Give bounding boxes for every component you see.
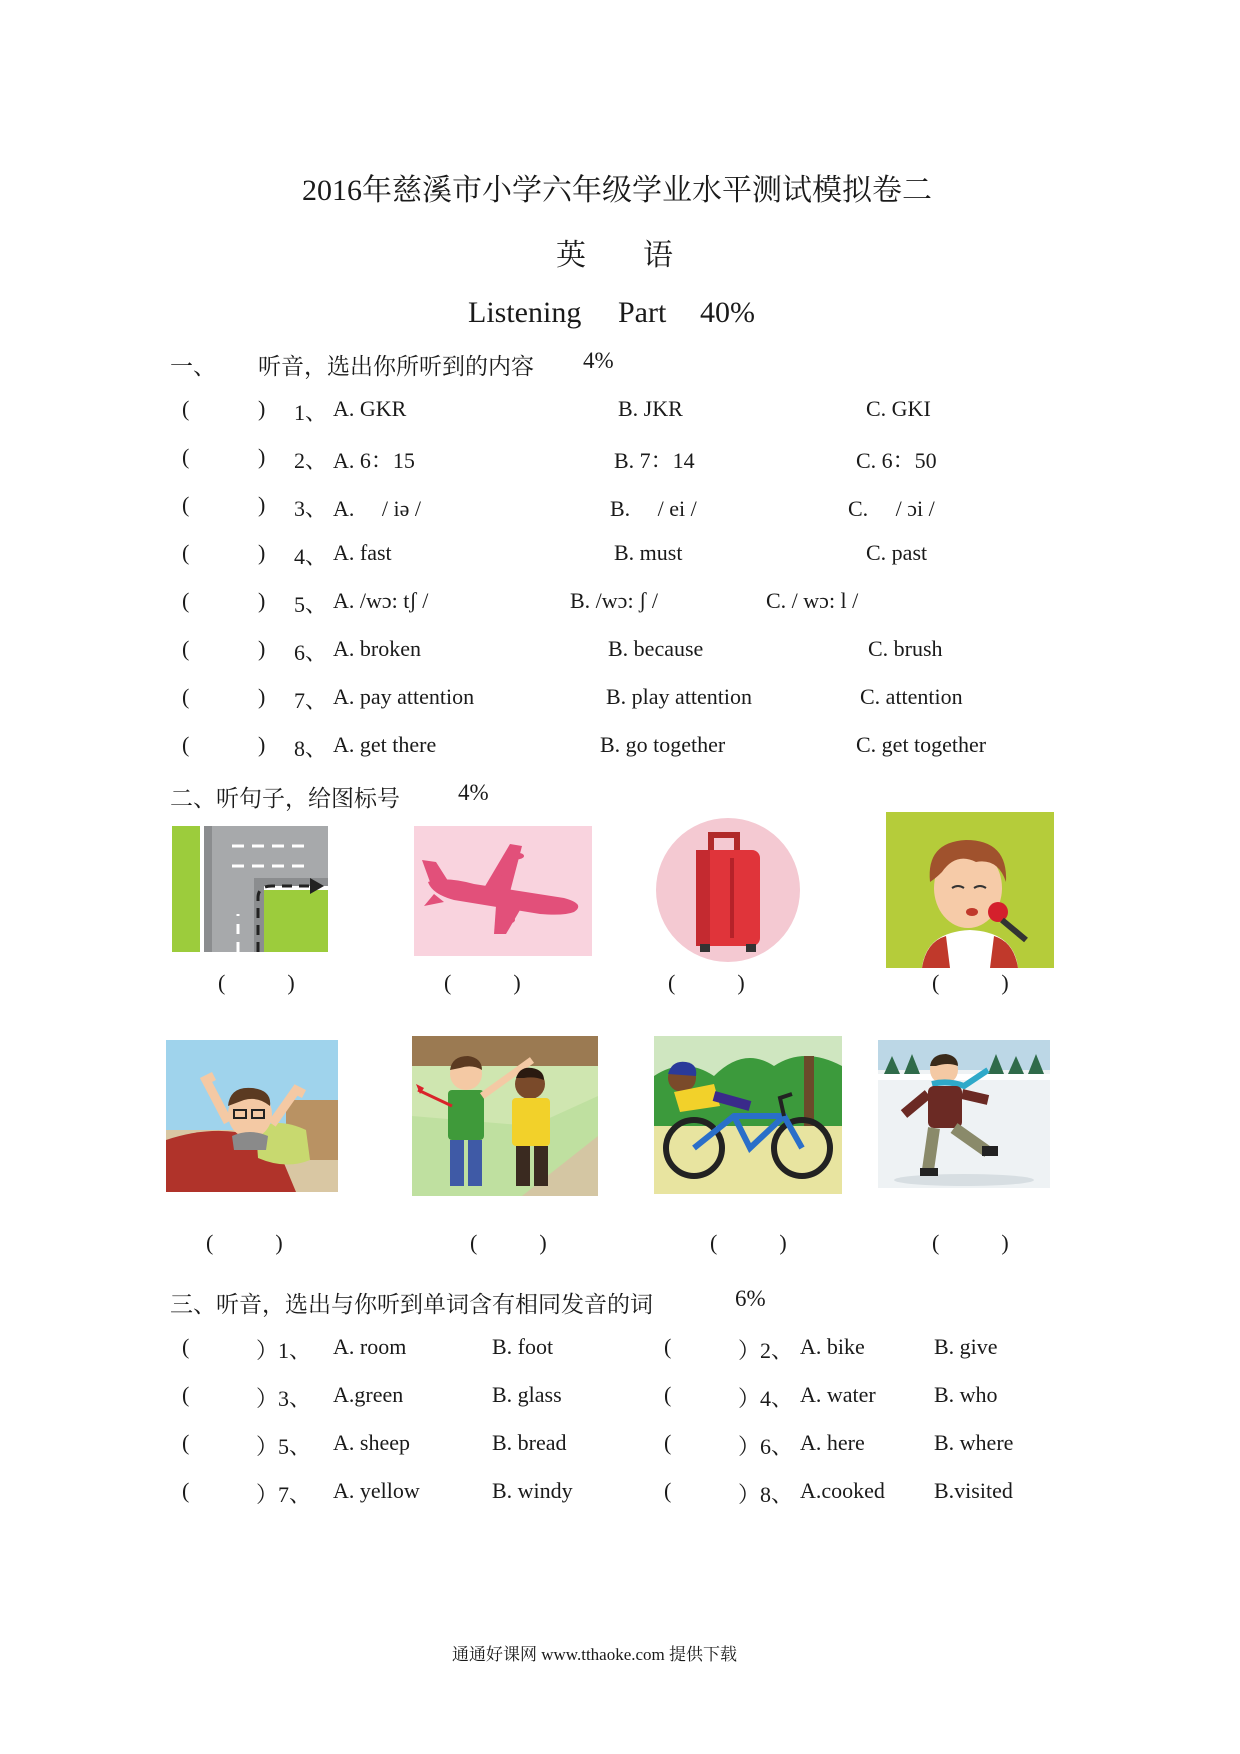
boy-fell-off-bike-icon xyxy=(654,1036,842,1194)
option-c: C. / ɔi / xyxy=(848,496,935,521)
subject-char-2: 语 xyxy=(643,239,673,272)
question-number: ）3、 xyxy=(256,1386,312,1411)
answer-paren-left: ( xyxy=(182,396,190,421)
picture8-answer-blank[interactable]: ( ) xyxy=(932,1230,1009,1255)
option-b: B. must xyxy=(614,540,683,565)
picture6-answer-blank[interactable]: ( ) xyxy=(470,1230,547,1255)
question-number: 2、 xyxy=(294,448,328,473)
subject-char-1: 英 xyxy=(556,239,586,272)
option-b: B. foot xyxy=(492,1334,554,1359)
suitcase-icon xyxy=(648,818,808,964)
question-number: 7、 xyxy=(294,688,328,713)
option-b: B. / ei / xyxy=(610,496,697,521)
section1-score: 4% xyxy=(583,348,614,373)
option-b: B. go together xyxy=(600,732,726,757)
option-a: A. 6：15 xyxy=(333,448,415,473)
ice-skating-boy-icon xyxy=(878,1040,1050,1188)
listening-word: Listening xyxy=(468,296,582,329)
option-b: B. glass xyxy=(492,1382,562,1407)
question-number: 6、 xyxy=(294,640,328,665)
option-b: B. windy xyxy=(492,1478,573,1503)
answer-paren-left: ( xyxy=(664,1478,672,1503)
option-b: B.visited xyxy=(934,1478,1013,1503)
section1-title: 听音，选出你所听到的内容 xyxy=(258,354,534,379)
option-c: C. GKI xyxy=(866,396,931,421)
question-number: ）6、 xyxy=(738,1434,794,1459)
answer-paren-left: ( xyxy=(664,1430,672,1455)
answer-paren-left: ( xyxy=(182,1478,190,1503)
answer-paren-right: ) xyxy=(258,492,266,517)
section3-title: 三、听音，选出与你听到单词含有相同发音的词 xyxy=(170,1292,653,1317)
question-number: ）4、 xyxy=(738,1386,794,1411)
picture4-answer-blank[interactable]: ( ) xyxy=(932,970,1009,995)
answer-paren-left: ( xyxy=(182,1334,190,1359)
answer-paren-right: ) xyxy=(258,540,266,565)
airplane-icon xyxy=(414,826,592,956)
question-number: 8、 xyxy=(294,736,328,761)
waking-up-boy-icon xyxy=(166,1040,338,1192)
two-boys-pointing-icon xyxy=(412,1036,598,1196)
question-number: 1、 xyxy=(294,400,328,425)
option-b: B. bread xyxy=(492,1430,567,1455)
question-number: 5、 xyxy=(294,592,328,617)
question-number: ）1、 xyxy=(256,1338,312,1363)
page-footer: 通通好课网 www.tthaoke.com 提供下载 xyxy=(452,1645,738,1664)
question-number: ）8、 xyxy=(738,1482,794,1507)
option-b: B. JKR xyxy=(618,396,683,421)
option-b: B. 7：14 xyxy=(614,448,695,473)
answer-paren-right: ) xyxy=(258,444,266,469)
option-b: B. give xyxy=(934,1334,998,1359)
option-a: A. /wɔ: tʃ / xyxy=(333,588,429,613)
answer-paren-right: ) xyxy=(258,636,266,661)
answer-paren-left: ( xyxy=(664,1382,672,1407)
answer-paren-left: ( xyxy=(182,684,190,709)
option-c: C. get together xyxy=(856,732,987,757)
section1-number: 一、 xyxy=(170,354,216,379)
answer-paren-left: ( xyxy=(182,1382,190,1407)
option-c: C. brush xyxy=(868,636,943,661)
option-c: C. attention xyxy=(860,684,963,709)
picture3-answer-blank[interactable]: ( ) xyxy=(668,970,745,995)
section2-score: 4% xyxy=(458,780,489,805)
option-c: C. past xyxy=(866,540,928,565)
answer-paren-right: ) xyxy=(258,732,266,757)
option-a: A. pay attention xyxy=(333,684,475,709)
option-b: B. play attention xyxy=(606,684,753,709)
option-b: B. who xyxy=(934,1382,998,1407)
answer-paren-left: ( xyxy=(664,1334,672,1359)
answer-paren-left: ( xyxy=(182,1430,190,1455)
answer-paren-right: ) xyxy=(258,684,266,709)
road-turn-right-icon xyxy=(172,826,328,952)
question-number: 4、 xyxy=(294,544,328,569)
picture2-answer-blank[interactable]: ( ) xyxy=(444,970,521,995)
picture1-answer-blank[interactable]: ( ) xyxy=(218,970,295,995)
picture7-answer-blank[interactable]: ( ) xyxy=(710,1230,787,1255)
question-number: ）7、 xyxy=(256,1482,312,1507)
page-title: 2016年慈溪市小学六年级学业水平测试模拟卷二 xyxy=(302,174,932,207)
option-c: C. 6：50 xyxy=(856,448,937,473)
option-a: A. broken xyxy=(333,636,421,661)
answer-paren-right: ) xyxy=(258,588,266,613)
singing-boy-icon xyxy=(886,812,1054,968)
option-a: A. GKR xyxy=(333,396,407,421)
option-a: A.green xyxy=(333,1382,404,1407)
answer-paren-right: ) xyxy=(258,396,266,421)
option-a: A. / iə / xyxy=(333,496,421,521)
section2-title: 二、听句子，给图标号 xyxy=(170,786,400,811)
answer-paren-left: ( xyxy=(182,444,190,469)
option-a: A. fast xyxy=(333,540,392,565)
option-a: A. water xyxy=(800,1382,876,1407)
part-word: Part xyxy=(618,296,667,329)
option-b: B. /wɔ: ʃ / xyxy=(570,588,658,613)
option-a: A. get there xyxy=(333,732,437,757)
option-a: A. sheep xyxy=(333,1430,410,1455)
answer-paren-left: ( xyxy=(182,540,190,565)
option-b: B. where xyxy=(934,1430,1014,1455)
option-a: A. yellow xyxy=(333,1478,420,1503)
question-number: ）2、 xyxy=(738,1338,794,1363)
answer-paren-left: ( xyxy=(182,492,190,517)
option-a: A. room xyxy=(333,1334,407,1359)
section3-score: 6% xyxy=(735,1286,766,1311)
question-number: 3、 xyxy=(294,496,328,521)
part-percent: 40% xyxy=(700,296,755,329)
picture5-answer-blank[interactable]: ( ) xyxy=(206,1230,283,1255)
answer-paren-left: ( xyxy=(182,588,190,613)
option-c: C. / wɔ: l / xyxy=(766,588,859,613)
option-a: A. here xyxy=(800,1430,865,1455)
option-b: B. because xyxy=(608,636,704,661)
option-a: A.cooked xyxy=(800,1478,885,1503)
option-a: A. bike xyxy=(800,1334,865,1359)
question-number: ）5、 xyxy=(256,1434,312,1459)
answer-paren-left: ( xyxy=(182,732,190,757)
answer-paren-left: ( xyxy=(182,636,190,661)
